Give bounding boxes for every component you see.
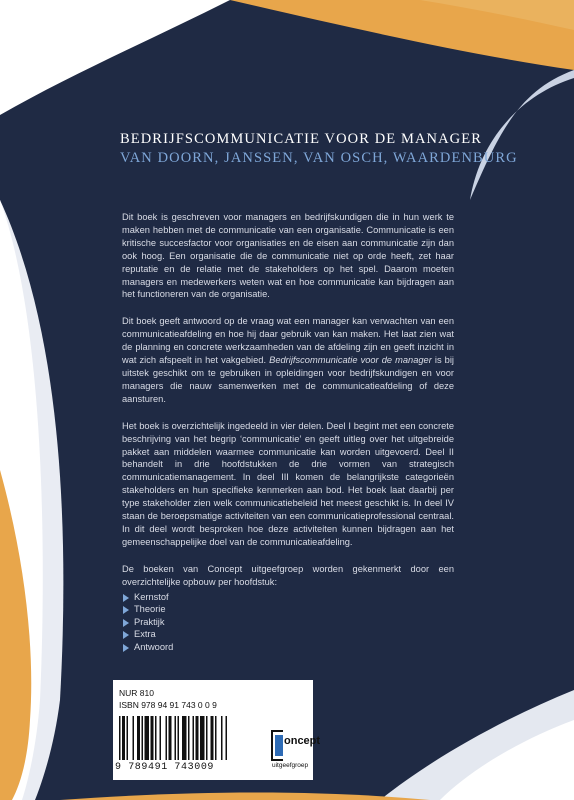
feature-item xyxy=(122,628,454,641)
feature-item xyxy=(122,591,454,604)
blurb-paragraph-2-start: Dit boek geeft antwoord op de vraag wat een manager kan verwachten van een communicatieafdeling en hoe hij daar gebruik van kan maken. Het laat zien wat de planning en concrete werkzaamheden van de afdeling zijn en geeft inzicht in wat zich afspeelt in het vakgebied. xyxy=(122,316,454,366)
publisher-subtitle: uitgeefgroep xyxy=(272,762,309,769)
triangle-bullet-icon xyxy=(123,631,129,639)
triangle-bullet-icon xyxy=(123,619,129,627)
nur-code: NUR 810 xyxy=(119,688,154,698)
barcode-number: 9 789491 743009 xyxy=(115,762,215,773)
book-title: BEDRIJFSCOMMUNICATIE VOOR DE MANAGER xyxy=(120,131,482,147)
feature-label: Praktijk xyxy=(134,616,165,627)
publisher-name: oncept xyxy=(284,735,321,747)
blurb-paragraph-3: Het boek is overzichtelijk ingedeeld in vier delen. Deel I begint met een concrete beschrijving van het begrip ‘communicatie’ en geeft uitleg over het uitgebreide pakket aan middelen waarmee communicatie kan worden uitgevoerd. Deel II behandelt in drie hoofdstukken de drie vormen van strategisch communicatiemanagement. In deel III komen de belangrijkste categorieën stakeholders en hun specifieke kenmerken aan bod. Het boek laat daarbij per type stakeholder zien welk communicatiebeleid het meest geschikt is. In deel IV staan de beroepsmatige activiteiten van een communicatieprofessional centraal. In dit deel wordt besproken hoe deze activiteiten kunnen bijdragen aan het gemeenschappelijke doel van de communicatieafdeling. xyxy=(122,420,454,547)
book-authors: VAN DOORN, JANSSEN, VAN OSCH, WAARDENBURG xyxy=(120,150,518,166)
triangle-bullet-icon xyxy=(123,606,129,614)
blurb-book-title-italic: Bedrijfscommunicatie voor de manager xyxy=(269,355,432,366)
barcode-panel xyxy=(113,680,321,780)
publisher-logo xyxy=(271,730,321,776)
barcode-icon xyxy=(119,716,267,760)
feature-list xyxy=(122,591,454,654)
feature-label: Extra xyxy=(134,629,156,640)
feature-item xyxy=(122,603,454,616)
triangle-bullet-icon xyxy=(123,594,129,602)
feature-item xyxy=(122,616,454,629)
blurb-text xyxy=(122,211,454,654)
blurb-paragraph-2 xyxy=(122,315,454,405)
triangle-bullet-icon xyxy=(123,644,129,652)
feature-label: Kernstof xyxy=(134,591,169,602)
isbn-number: ISBN 978 94 91 743 0 0 9 xyxy=(119,700,217,710)
blurb-paragraph-2-end: is bij uitstek geschikt om te gebruiken in opleidingen voor bedrijfskundigen en voor managers die nauw samenwerken met de communicatieafdeling of deze aansturen. xyxy=(122,355,454,404)
feature-label: Theorie xyxy=(134,604,166,615)
concept-c-icon xyxy=(271,730,283,761)
blurb-paragraph-1: Dit boek is geschreven voor managers en bedrijfskundigen die in hun werk te maken hebben met de communicatie van een organisatie. Communicatie is een kritische succesfactor voor organisaties en de eisen aan communicatie zijn dan ook hoog. Een organisatie die de communicatie niet op orde heeft, zet haar reputatie en de relatie met de stakeholders op het spel. Daarom moeten managers en medewerkers weten wat en hoe communicatie kan bijdragen aan het functioneren van de organisatie. xyxy=(122,212,454,300)
feature-label: Antwoord xyxy=(134,641,174,652)
feature-item xyxy=(122,641,454,654)
blurb-paragraph-4: De boeken van Concept uitgeefgroep worden gekenmerkt door een overzichtelijke opbouw per hoofdstuk: xyxy=(122,563,454,587)
